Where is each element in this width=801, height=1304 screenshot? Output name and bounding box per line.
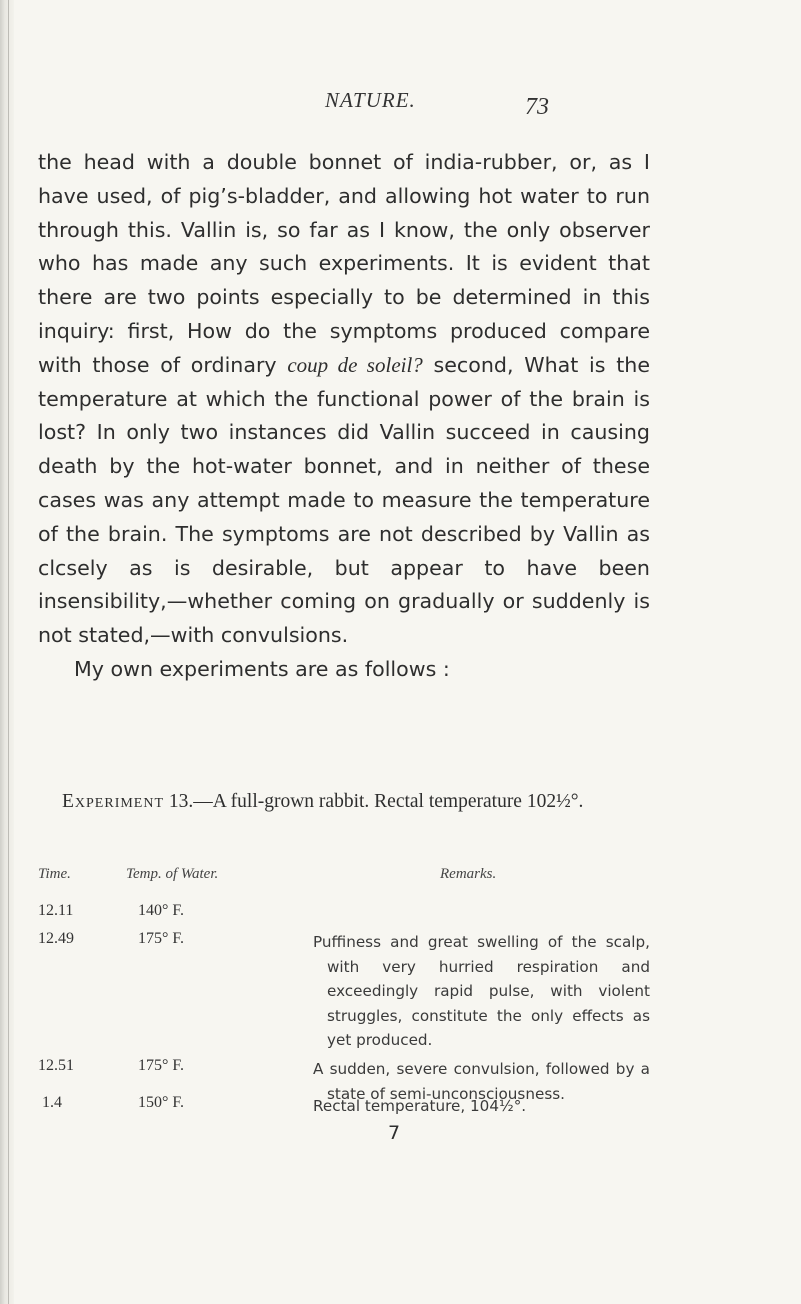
experiment-line [38, 788, 650, 816]
experiment-heading [38, 788, 650, 816]
row-1-temp: 140° F. [138, 902, 185, 919]
experiment-text: 13.—A full-grown rabbit. Rectal temperature 102½°. [164, 791, 584, 812]
row-4-remarks [313, 1094, 650, 1119]
paragraph-2: My own experiments are as follows : [74, 656, 450, 681]
running-title: NATURE. [325, 88, 416, 112]
signature-mark: 7 [388, 1122, 401, 1144]
row-2-time: 12.49 [38, 930, 74, 947]
header-remarks: Remarks. [440, 866, 497, 882]
row-4-remarks-text: Rectal temperature, 104½°. [313, 1097, 527, 1115]
paragraph-1-continued: second, What is the temperature at which the functional power of the brain is lost? In only two instances did Vallin succeed in causing death by the hot-water bonnet, and in neither of these cases was any attempt made to measure the temperature of the brain. The symptoms are not described by Vallin as clcsely as is desirable, but appear to have been insensibility,—whether coming on gradually or suddenly is not stated,—with convulsions. [38, 352, 650, 648]
body-text [38, 146, 650, 687]
row-2-remarks-text: Puffiness and great swelling of the scalp, with very hurried respiration and exceedingly rapid pulse, with violent struggles, constitute the only effects as yet produced. [313, 933, 650, 1049]
row-1-time: 12.11 [38, 902, 74, 919]
italic-phrase: coup de soleil? [287, 352, 423, 377]
header-temp: Temp. of Water. [126, 866, 219, 882]
row-3-time: 12.51 [38, 1057, 74, 1074]
page-binding-edge [0, 0, 14, 1304]
binding-shadow-line [8, 0, 9, 1304]
paragraph-1-text: the head with a double bonnet of india-rubber, or, as I have used, of pig’s-bladder, and allowing hot water to run through this. Vallin is, so far as I know, the only observer who has made any such experiments. It is evident that there are two points especially to be determined in this inquiry: first, How do the symptoms produced compare with those of ordinary [38, 150, 650, 377]
row-3-remarks [313, 1057, 650, 1106]
paragraph-1 [38, 146, 650, 653]
experiment-label: Experiment [62, 791, 165, 812]
page-number: 73 [525, 94, 549, 120]
row-3-remarks-text: A sudden, severe convulsion, followed by a state of semi-unconsciousness. [313, 1060, 650, 1103]
row-3-temp: 175° F. [138, 1057, 185, 1074]
row-2-remarks [313, 930, 650, 1053]
row-4-time: 1.4 [42, 1094, 62, 1111]
running-head [0, 88, 801, 128]
header-time: Time. [38, 866, 71, 882]
row-4-temp: 150° F. [138, 1094, 185, 1111]
row-2-temp: 175° F. [138, 930, 185, 947]
